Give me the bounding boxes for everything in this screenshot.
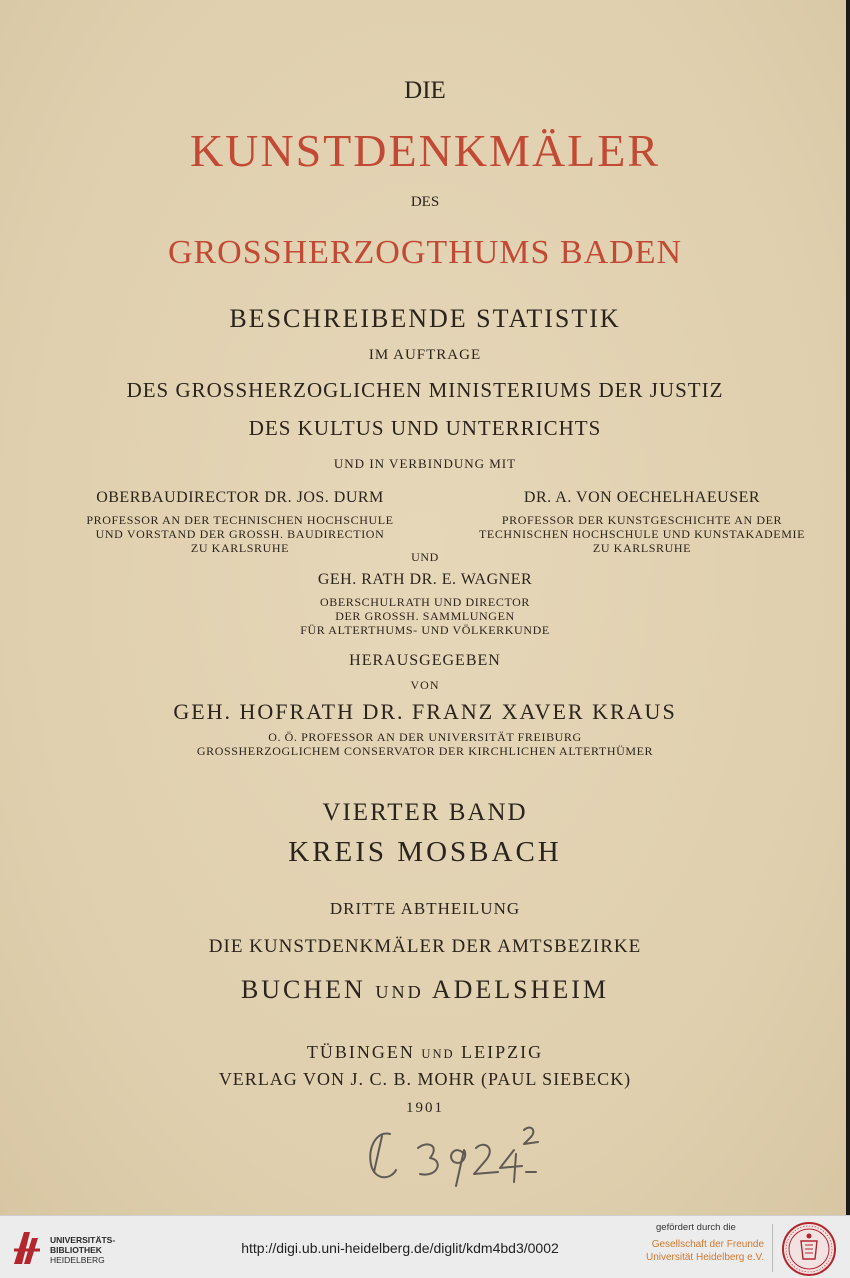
in-verbindung-mit: UND IN VERBINDUNG MIT xyxy=(333,456,517,471)
contributor-left-line3: ZU KARLSRUHE xyxy=(190,541,290,555)
contributor-center-line1: OBERSCHULRATH UND DIRECTOR xyxy=(319,595,531,609)
herausgegeben: HERAUSGEGEBEN xyxy=(349,652,501,669)
city-leipzig: LEIPZIG xyxy=(461,1042,544,1062)
place-und: UND xyxy=(375,982,424,1002)
title-die: DIE xyxy=(404,77,446,104)
von: VON xyxy=(410,678,440,692)
contributor-right-line3: ZU KARLSRUHE xyxy=(592,541,692,555)
place-buchen: BUCHEN xyxy=(240,975,366,1004)
city-und: UND xyxy=(421,1047,455,1061)
ministry-line-1: DES GROSSHERZOGLICHEN MINISTERIUMS DER JUSTIZ xyxy=(126,378,724,402)
contributor-left-line1: PROFESSOR AN DER TECHNISCHEN HOCHSCHULE xyxy=(86,513,394,527)
contributors-und: UND xyxy=(411,550,439,564)
permalink-url[interactable]: http://digi.ub.uni-heidelberg.de/diglit/kdm4bd3/0002 xyxy=(241,1240,559,1256)
library-name-line1: UNIVERSITÄTS- xyxy=(50,1235,116,1245)
editor-line1: O. Ö. PROFESSOR AN DER UNIVERSITÄT FREIBURG xyxy=(268,730,582,744)
library-name-line2: BIBLIOTHEK xyxy=(50,1245,102,1255)
city-tuebingen: TÜBINGEN xyxy=(306,1042,415,1062)
handwritten-shelfmark xyxy=(360,1120,540,1200)
volume-places xyxy=(0,977,850,1003)
contributor-left-line2: UND VORSTAND DER GROSSH. BAUDIRECTION xyxy=(95,527,385,541)
contributor-center-line2: DER GROSSH. SAMMLUNGEN xyxy=(335,609,515,623)
digitization-footer xyxy=(0,1215,850,1278)
title-state: GROSSHERZOGTHUMS BADEN xyxy=(167,234,683,271)
title-des: DES xyxy=(410,194,440,210)
contributor-right xyxy=(462,490,822,554)
subtitle: BESCHREIBENDE STATISTIK xyxy=(229,304,621,333)
funder-line1: Gesellschaft der Freunde xyxy=(651,1239,764,1250)
contributor-left xyxy=(40,490,440,554)
contributor-right-name: DR. A. VON OECHELHAEUSER xyxy=(523,489,761,506)
university-seal-icon xyxy=(781,1221,837,1277)
contributor-center-name: GEH. RATH DR. E. WAGNER xyxy=(317,571,533,588)
funder-line2: Universität Heidelberg e.V. xyxy=(645,1252,764,1263)
im-auftrage: IM AUFTRAGE xyxy=(368,347,482,363)
editor-name: GEH. HOFRATH DR. FRANZ XAVER KRAUS xyxy=(173,699,677,724)
contributor-left-name: OBERBAUDIRECTOR DR. JOS. DURM xyxy=(96,489,384,506)
library-name-line3: HEIDELBERG xyxy=(50,1255,105,1265)
volume-kreis: KREIS MOSBACH xyxy=(288,836,562,868)
ministry-line-2: DES KULTUS UND UNTERRICHTS xyxy=(248,416,602,440)
place-adelsheim: ADELSHEIM xyxy=(431,975,610,1004)
title-main: KUNSTDENKMÄLER xyxy=(189,125,661,176)
imprint-publisher: VERLAG VON J. C. B. MOHR (PAUL SIEBECK) xyxy=(218,1069,632,1089)
contributor-right-line1: PROFESSOR DER KUNSTGESCHICHTE AN DER xyxy=(501,513,783,527)
volume-abtheilung: DRITTE ABTHEILUNG xyxy=(329,899,521,918)
contributor-right-line2: TECHNISCHEN HOCHSCHULE UND KUNSTAKADEMIE xyxy=(478,527,806,541)
university-library-logo-icon xyxy=(10,1226,46,1268)
contributor-center-line3: FÜR ALTERTHUMS- UND VÖLKERKUNDE xyxy=(300,623,550,637)
volume-band: VIERTER BAND xyxy=(322,799,528,826)
editor-line2: GROSSHERZOGLICHEM CONSERVATOR DER KIRCHLICHEN ALTERTHÜMER xyxy=(196,744,654,758)
footer-divider xyxy=(772,1224,773,1272)
imprint-year: 1901 xyxy=(406,1100,444,1116)
imprint-cities xyxy=(0,1043,850,1061)
funded-by-label: gefördert durch die xyxy=(656,1222,736,1233)
volume-amtsbezirke: DIE KUNSTDENKMÄLER DER AMTSBEZIRKE xyxy=(208,936,642,957)
